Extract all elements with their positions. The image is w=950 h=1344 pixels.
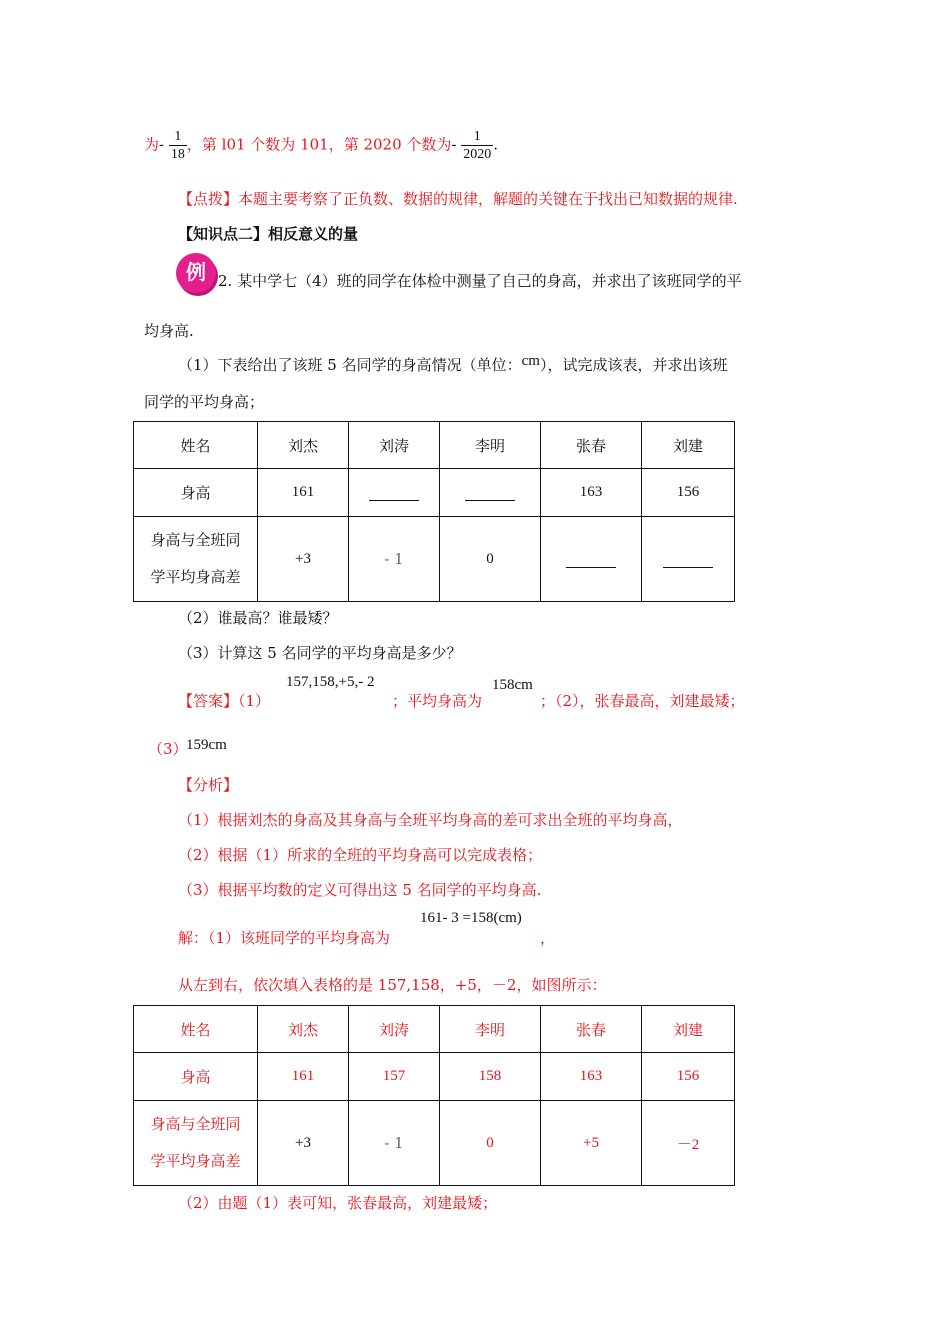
answer-label: 【答案】（1） [178,692,271,710]
diff-cell: +5 [541,1101,642,1186]
table-row-height [134,1053,735,1101]
blank-line [369,486,419,501]
analysis-line-2: （2）根据（1）所求的全班的平均身高可以完成表格； [178,846,543,864]
intro-middle: ，第 l01 个数为 101，第 2020 个数为 [186,135,452,154]
header-cell: 刘杰 [258,1006,349,1053]
header-cell: 刘建 [642,1006,735,1053]
row-label-line-2: 学平均身高差 [150,568,241,586]
unit-cm: cm [521,353,540,369]
diff-cell: －2 [642,1101,735,1186]
header-cell: 张春 [541,1006,642,1053]
height-blank-cell[interactable] [440,469,541,517]
solution-line-1: 解：（1）该班同学的平均身高为 [178,929,391,947]
intro-prefix: 为 [144,135,160,154]
diff-cell: +3 [258,517,349,602]
answer-part-3-value: 159cm [186,737,227,753]
height-table-question [133,421,735,602]
intro-line [144,128,498,163]
fraction-numerator: 1 [169,128,187,146]
height-cell: 156 [642,469,735,517]
question-line-2: 均身高. [144,322,194,340]
example-badge-icon: 例 [176,253,216,293]
row-label [134,517,258,602]
fraction-1-18 [169,128,187,163]
table-row-diff [134,1101,735,1186]
answer-values: 157,158,+5,- 2 [286,674,375,690]
row-label: 身高 [134,469,258,517]
diff-cell: 0 [440,1101,541,1186]
header-cell: 李明 [440,1006,541,1053]
diff-cell: - 1 [349,517,440,602]
solution-line-2: 从左到右，依次填入表格的是 157,158，+5，－2，如图所示： [178,976,607,994]
height-table-answer [133,1005,735,1186]
table-row-diff [134,517,735,602]
row-label-line-2: 学平均身高差 [150,1152,241,1170]
tip-text: 【点拨】本题主要考察了正负数、数据的规律，解题的关键在于找出已知数据的规律. [178,190,738,208]
answer-semi-1: ；平均身高为 [392,692,483,710]
question-part-1-line-2: 同学的平均身高； [144,393,265,411]
blank-line [465,486,515,501]
fraction-numerator: 1 [461,128,493,146]
diff-blank-cell[interactable] [541,517,642,602]
height-cell: 163 [541,1053,642,1101]
answer-average: 158cm [492,677,533,693]
fraction-denominator: 2020 [463,147,492,162]
header-cell: 李明 [440,422,541,469]
intro-end: . [493,135,499,154]
question-part-2: （2）谁最高？谁最矮？ [178,609,338,627]
question-part-3: （3）计算这 5 名同学的平均身高是多少？ [178,644,462,662]
header-cell: 姓名 [134,1006,258,1053]
blank-line [566,553,616,568]
question-part-1 [178,354,727,375]
header-cell: 刘杰 [258,422,349,469]
height-cell: 156 [642,1053,735,1101]
solution-comma: ， [540,929,556,947]
answer-semi-2: ；（2），张春最高，刘建最矮； [540,692,745,710]
height-cell: 163 [541,469,642,517]
row-label [134,1101,258,1186]
diff-blank-cell[interactable] [642,517,735,602]
analysis-line-1: （1）根据刘杰的身高及其身高与全班平均身高的差可求出全班的平均身高， [178,811,683,829]
solution-last-line: （2）由题（1）表可知，张春最高，刘建最矮； [178,1194,498,1212]
fraction-denominator: 18 [170,147,185,162]
part1-text-b: ），试完成该表，并求出该班 [539,356,728,374]
row-label: 身高 [134,1053,258,1101]
minus-sign: - [159,135,165,154]
header-cell: 刘建 [642,422,735,469]
height-cell: 157 [349,1053,440,1101]
solution-formula: 161- 3 =158(cm) [420,910,522,926]
table-header-row [134,422,735,469]
header-cell: 刘涛 [349,422,440,469]
height-cell: 161 [258,1053,349,1101]
row-label-line-1: 身高与全班同 [150,531,241,549]
table-row-height [134,469,735,517]
height-cell: 158 [440,1053,541,1101]
height-blank-cell[interactable] [349,469,440,517]
fraction-1-2020 [461,128,493,163]
blank-line [663,553,713,568]
row-label-line-1: 身高与全班同 [150,1115,241,1133]
answer-part-3-label: （3） [148,740,188,758]
part1-text-a: （1）下表给出了该班 5 名同学的身高情况（单位： [178,356,522,374]
analysis-line-3: （3）根据平均数的定义可得出这 5 名同学的平均身高. [178,881,542,899]
diff-cell: 0 [440,517,541,602]
diff-cell: +3 [258,1101,349,1186]
question-line-1: 2. 某中学七（4）班的同学在体检中测量了自己的身高，并求出了该班同学的平 [218,272,742,290]
height-cell: 161 [258,469,349,517]
minus-sign-2: - [451,135,457,154]
analysis-label: 【分析】 [178,776,239,794]
diff-cell: - 1 [349,1101,440,1186]
header-cell: 张春 [541,422,642,469]
section-title: 【知识点二】相反意义的量 [178,225,359,243]
header-cell: 刘涛 [349,1006,440,1053]
header-cell: 姓名 [134,422,258,469]
table-header-row [134,1006,735,1053]
